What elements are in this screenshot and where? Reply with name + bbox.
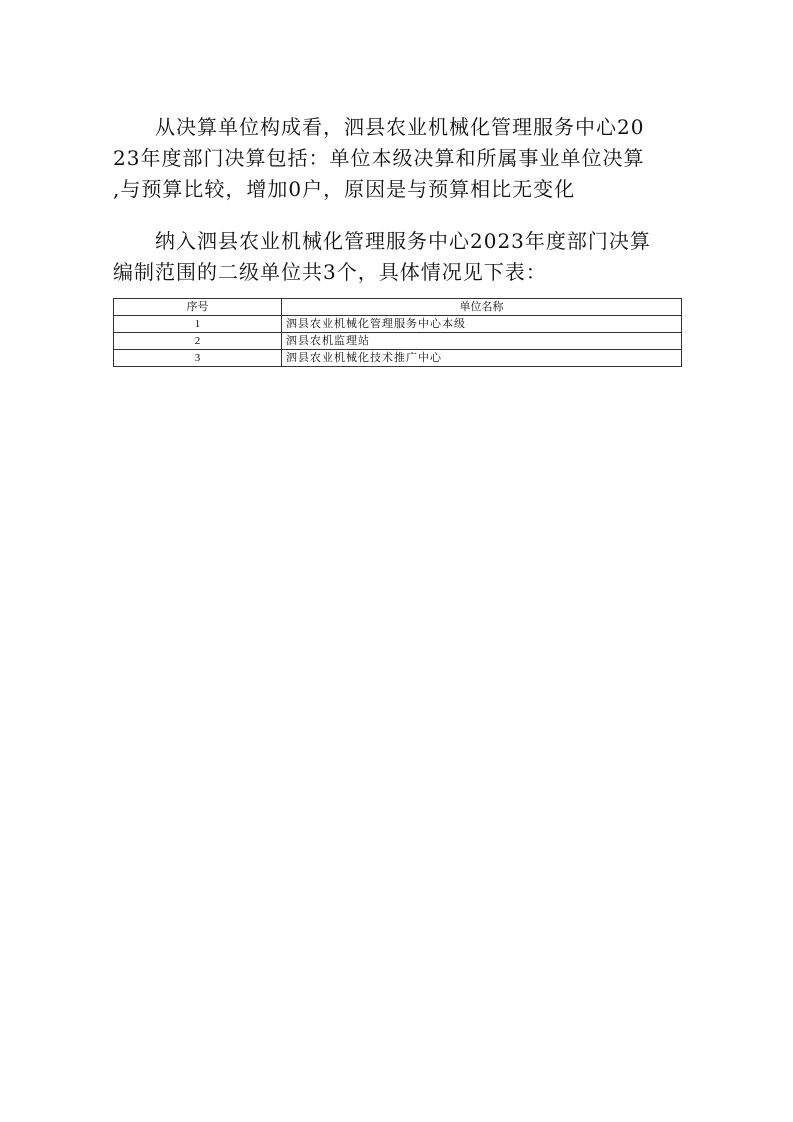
paragraph-line: 23年度部门决算包括：单位本级决算和所属事业单位决算	[113, 146, 645, 170]
units-table	[113, 298, 682, 367]
header-index: 序号	[114, 299, 282, 316]
table-row	[114, 333, 682, 350]
paragraph-line: 纳入泗县农业机械化管理服务中心2023年度部门决算	[113, 229, 651, 253]
units-table-container	[113, 298, 681, 367]
row-unit-name: 泗县农业机械化管理服务中心本级	[282, 316, 682, 333]
row-index: 1	[114, 316, 282, 333]
row-index: 2	[114, 333, 282, 350]
row-index: 3	[114, 350, 282, 367]
paragraph-line: 编制范围的二级单位共3个，具体情况见下表：	[113, 260, 547, 284]
paragraph-line: ,与预算比较，增加0户，原因是与预算相比无变化	[113, 177, 576, 201]
row-unit-name: 泗县农机监理站	[282, 333, 682, 350]
paragraph-line: 从决算单位构成看，泗县农业机械化管理服务中心20	[113, 115, 645, 139]
table-row	[114, 350, 682, 367]
header-unit-name: 单位名称	[282, 299, 682, 316]
paragraph-secondary-units	[113, 226, 685, 288]
row-unit-name: 泗县农业机械化技术推广中心	[282, 350, 682, 367]
table-header-row	[114, 299, 682, 316]
paragraph-unit-composition	[113, 112, 685, 205]
table-row	[114, 316, 682, 333]
